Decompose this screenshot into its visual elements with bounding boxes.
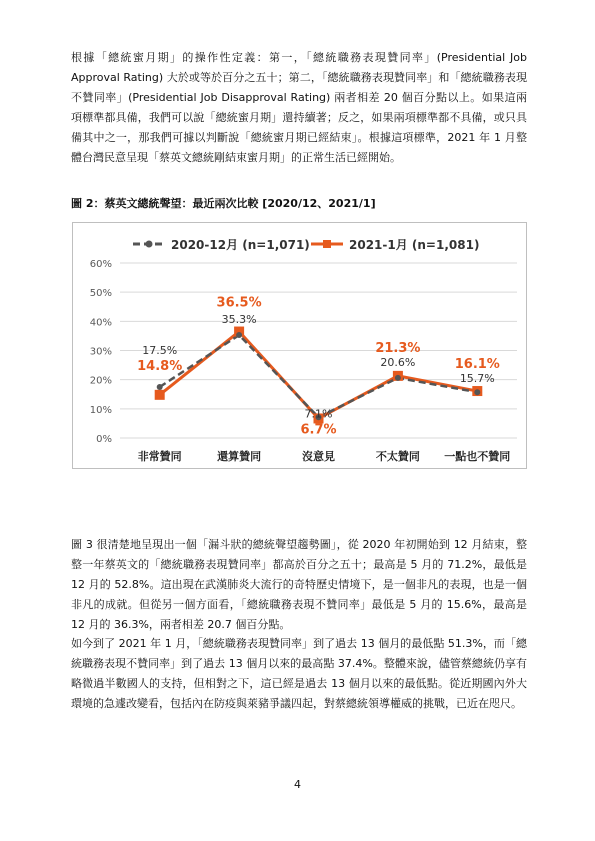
legend-marker [323, 240, 331, 248]
series-2020-12-point [236, 332, 242, 338]
series-2021-01-data-label: 14.8% [137, 358, 183, 374]
paragraph-honeymoon-definition: 根據「總統蜜月期」的操作性定義：第一，「總統職務表現贊同率」(Presidential Job Approval Rating) 大於或等於百分之五十；第二，「總統職務表現贊同率」和「總統職務表現不贊同率」(Presidential Job Disapproval Rating) 兩者相差 20 個百分點以上。如果這兩項標準都具備，我們可以說「總統蜜月期」還持續著；反之，如果兩項標準都不具備，或只具備其中之一，那我們可據以判斷說「總統蜜月期已經結束」。根據這項標準，2021 年 1 月整體台灣民意呈現「蔡英文總統剛結束蜜月期」的正常生活已經開始。 [71, 51, 527, 164]
series-2020-12-point [157, 384, 163, 390]
legend-label: 2020-12月 (n=1,071) [171, 238, 310, 252]
y-tick-label: 50% [89, 288, 112, 300]
x-category-label: 一點也不贊同 [444, 450, 511, 463]
series-2020-12-data-label: 15.7% [459, 372, 495, 386]
series-2021-01-data-label: 6.7% [300, 422, 337, 438]
x-category-label: 非常贊同 [137, 450, 182, 463]
legend-marker [146, 241, 153, 248]
paragraph-funnel-trend: 圖 3 很清楚地呈現出一個「漏斗狀的總統聲望趨勢圖」，從 2020 年初開始到 12 月結束，整整一年蔡英文的「總統職務表現贊同率」都高於百分之五十；最高是 5 月的 71.2%，最低是 12 月的 52.8%。這出現在武漢肺炎大流行的奇特歷史情境下，是一個非凡的表現，也是一個非凡的成就。但從另一個方面看，「總統職務表現不贊同率」最低是 5 月的 15.6%，最高是 12 月的 36.3%，兩者相差 20.7 個百分點。 [71, 538, 527, 631]
x-category-label: 還算贊同 [217, 450, 262, 463]
y-tick-label: 0% [96, 434, 112, 445]
series-2020-12-data-label: 20.6% [380, 355, 416, 369]
paragraph-january-status: 如今到了 2021 年 1 月，「總統職務表現贊同率」到了過去 13 個月的最低點 51.3%，而「總統職務表現不贊同率」到了過去 13 個月以來的最高點 37.4%。整體來說，儘管蔡總統仍享有略微過半數國人的支持，但相對之下，這已經是過去 13 個月以來的最低點。從近期國內外大環境的急遽改變看，包括內在防疫與萊豬爭議四起，對蔡總統領導權威的挑戰，已近在咫尺。 [71, 637, 527, 710]
series-2020-12-point [474, 389, 480, 395]
series-2021-01-point [155, 390, 165, 400]
y-tick-label: 40% [89, 317, 112, 329]
chart-svg [73, 223, 526, 468]
y-tick-label: 10% [89, 404, 112, 416]
series-2020-12-data-label: 35.3% [221, 313, 257, 327]
series-2020-12-data-label: 17.5% [142, 343, 178, 357]
series-2021-01-data-label: 36.5% [216, 295, 262, 311]
series-2020-12-point [395, 375, 401, 381]
y-tick-label: 30% [89, 346, 112, 358]
series-2020-12-line [160, 335, 478, 417]
y-tick-label: 20% [89, 375, 112, 387]
figure-caption: 圖 2：蔡英文總統聲望：最近兩次比較 [2020/12、2021/1] [71, 197, 376, 210]
y-tick-label: 60% [89, 259, 112, 270]
approval-chart [72, 222, 527, 469]
series-2021-01-line [160, 332, 478, 419]
x-category-label: 不太贊同 [375, 450, 420, 463]
legend-label: 2021-1月 (n=1,081) [349, 238, 480, 252]
series-2021-01-data-label: 21.3% [375, 340, 421, 356]
x-category-label: 沒意見 [302, 450, 335, 463]
series-2020-12-data-label: 7.1% [304, 407, 333, 421]
series-2021-01-data-label: 16.1% [454, 357, 500, 373]
page-number: 4 [294, 778, 301, 791]
